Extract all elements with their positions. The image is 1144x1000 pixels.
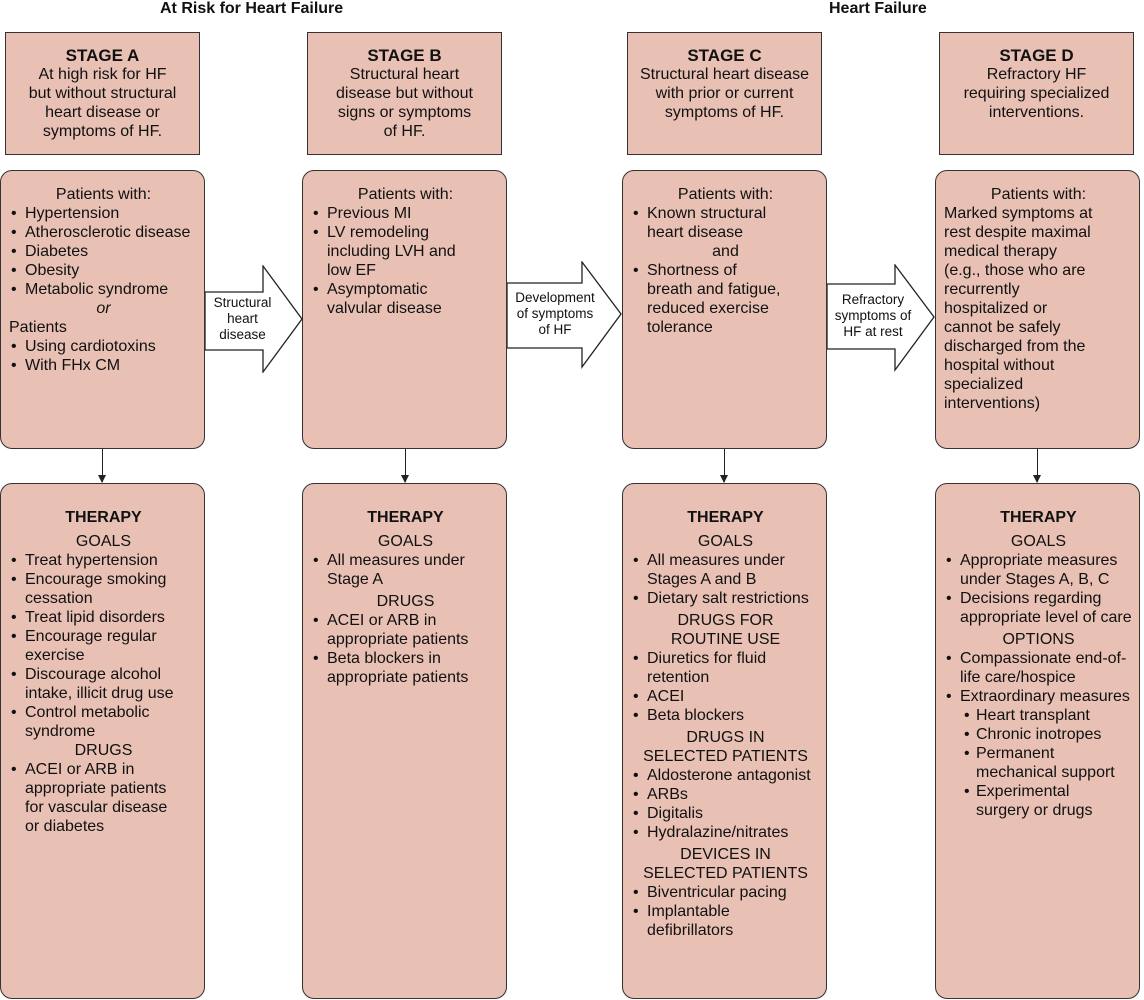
section-heading: GOALS [697,533,754,550]
down-arrow-d [1037,449,1038,482]
stage-a-patients-box [0,170,205,449]
down-arrow-a [102,449,103,482]
list-item: • Hydralazine/nitrates [631,823,820,842]
down-arrow-c [724,449,725,482]
list-item: • Using cardiotoxins [9,337,198,356]
list-item: • Discourage alcohol intake, illicit drug use [9,665,198,703]
list-item: • ACEI or ARB in appropriate patients for vascular disease or diabetes [9,760,198,836]
list-item: • Asymptomatic valvular disease [311,280,500,318]
list-item: • LV remodeling including LVH and low EF [311,223,500,280]
list-item: • With FHx CM [9,356,198,375]
section-heading: DRUGS IN SELECTED PATIENTS [643,729,808,765]
list-item: • Digitalis [631,804,820,823]
list-item: • Chronic inotropes [944,725,1133,744]
stage-description: Structural heart disease but without signs or symptoms of HF. [336,66,473,140]
arrow-label-structural: Structural heart disease [213,295,272,342]
list-item: • Implantable defibrillators [631,902,820,940]
stage-b-therapy-box [302,483,507,999]
list-item: • ARBs [631,785,820,804]
section-heading: DRUGS FOR ROUTINE USE [670,612,781,648]
list-item: • Shortness of breath and fatigue, reduced exercise tolerance [631,261,820,337]
section-heading: Patients with: [990,186,1087,203]
list-item: • ACEI [631,687,820,706]
list-item: • Atherosclerotic disease [9,223,198,242]
section-heading: DRUGS [376,593,435,610]
section-heading: or [96,300,111,317]
list-item: • Beta blockers in appropriate patients [311,649,500,687]
arrow-label-development: Development of symptoms of HF [515,290,595,337]
stage-description: Structural heart disease with prior or current symptoms of HF. [640,66,809,121]
list-item: • Compassionate end-of- life care/hospice [944,649,1133,687]
stage-c-therapy-box [622,483,827,999]
list-item: • All measures under Stage A [311,551,500,589]
section-heading: and [712,243,739,260]
stage-d-patients-box [935,170,1140,449]
down-arrow-b [405,449,406,482]
section-heading: Patients with: [357,186,454,203]
header-at-risk: At Risk for Heart Failure [160,0,344,17]
list-item: • Experimental surgery or drugs [944,782,1133,820]
section-heading: Patients [9,319,67,336]
list-item: • All measures under Stages A and B [631,551,820,589]
stage-b-box [307,32,502,155]
list-item: • Biventricular pacing [631,883,820,902]
section-heading: OPTIONS [1002,631,1075,648]
stage-c-patients-box [622,170,827,449]
section-heading: THERAPY [1000,509,1077,526]
list-item: • Control metabolic syndrome [9,703,198,741]
list-item: • Treat hypertension [9,551,198,570]
section-heading: Marked symptoms at rest despite maximal medical therapy (e.g., those who are recurrently hospitalized or cannot be safely discharged from the hospital without specialized interventions) [944,205,1093,412]
list-item: • Encourage smoking cessation [9,570,198,608]
section-heading: THERAPY [65,509,142,526]
list-item: • Hypertension [9,204,198,223]
list-item: • Previous MI [311,204,500,223]
list-item: • Dietary salt restrictions [631,589,820,608]
stage-b-patients-box [302,170,507,449]
list-item: • Appropriate measures under Stages A, B, C [944,551,1133,589]
stage-description: At high risk for HF but without structural heart disease or symptoms of HF. [28,66,177,140]
stage-d-therapy-box [935,483,1140,999]
arrow-label-refractory: Refractory symptoms of HF at rest [834,292,912,339]
header-heart-failure: Heart Failure [829,0,927,17]
stage-title: STAGE C [687,46,762,65]
stage-c-box [627,32,822,155]
list-item: • Diabetes [9,242,198,261]
list-item: • Heart transplant [944,706,1133,725]
section-heading: Patients with: [55,186,152,203]
list-item: • Extraordinary measures [944,687,1133,706]
list-item: • ACEI or ARB in appropriate patients [311,611,500,649]
section-heading: DEVICES IN SELECTED PATIENTS [643,846,808,882]
stage-title: STAGE B [367,46,442,65]
section-heading: GOALS [1010,533,1067,550]
list-item: • Obesity [9,261,198,280]
section-heading: THERAPY [687,509,764,526]
list-item: • Metabolic syndrome [9,280,198,299]
section-heading: DRUGS [74,742,133,759]
stage-d-box [939,32,1134,155]
list-item: • Decisions regarding appropriate level of care [944,589,1133,627]
list-item: • Encourage regular exercise [9,627,198,665]
list-item: • Beta blockers [631,706,820,725]
stage-description: Refractory HF requiring specialized interventions. [963,66,1110,121]
section-heading: GOALS [377,533,434,550]
section-heading: Patients with: [677,186,774,203]
list-item: • Aldosterone antagonist [631,766,820,785]
stage-a-box [5,32,200,155]
stage-title: STAGE A [65,46,140,65]
list-item: • Permanent mechanical support [944,744,1133,782]
section-heading: GOALS [75,533,132,550]
list-item: • Known structural heart disease [631,204,820,242]
stage-a-therapy-box [0,483,205,999]
list-item: • Treat lipid disorders [9,608,198,627]
section-heading: THERAPY [367,509,444,526]
stage-title: STAGE D [999,46,1074,65]
list-item: • Diuretics for fluid retention [631,649,820,687]
